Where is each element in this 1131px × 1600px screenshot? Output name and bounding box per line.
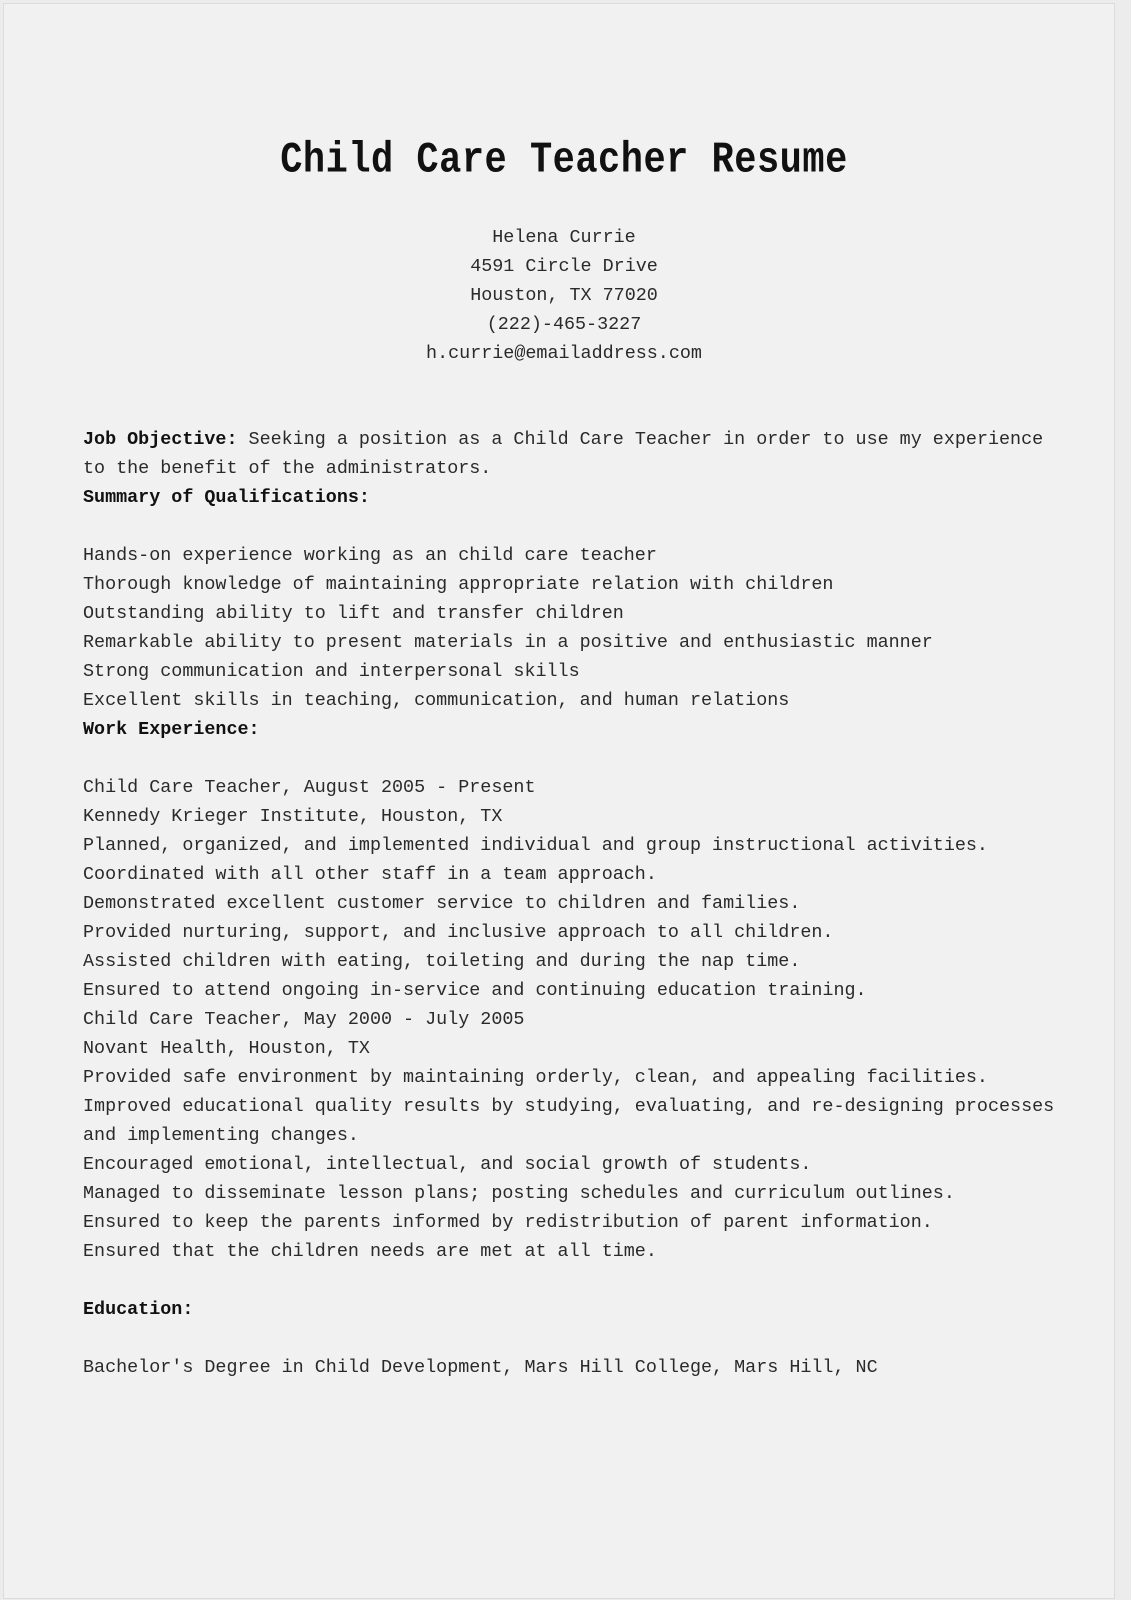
contact-city: Houston, TX 77020 — [470, 285, 658, 306]
qualification-item: Remarkable ability to present materials in a positive and enthusiastic manner — [83, 632, 933, 653]
job-objective-text-cont: to the benefit of the administrators. — [83, 458, 492, 479]
contact-phone: (222)-465-3227 — [486, 314, 642, 335]
summary-list — [83, 541, 1083, 715]
qualification-item: Thorough knowledge of maintaining appropriate relation with children — [83, 574, 834, 595]
qualification-item: Excellent skills in teaching, communication, and human relations — [83, 690, 790, 711]
education-heading: Education: — [83, 1299, 194, 1320]
contact-block — [4, 223, 1124, 368]
work-experience-line: Coordinated with all other staff in a team approach. — [83, 864, 657, 885]
work-experience-line: Ensured to attend ongoing in-service and continuing education training. — [83, 980, 867, 1001]
work-experience-line: Encouraged emotional, intellectual, and social growth of students. — [83, 1154, 812, 1175]
qualification-item: Outstanding ability to lift and transfer children — [83, 603, 624, 624]
job-objective-text: Seeking a position as a Child Care Teacher in order to use my experience — [237, 429, 1044, 450]
work-experience-line: Improved educational quality results by studying, evaluating, and re-designing processes — [83, 1096, 1055, 1117]
resume-page — [3, 3, 1115, 1599]
work-experience-line: Provided nurturing, support, and inclusive approach to all children. — [83, 922, 834, 943]
work-experience-line: Managed to disseminate lesson plans; posting schedules and curriculum outlines. — [83, 1183, 955, 1204]
work-experience-line: Planned, organized, and implemented individual and group instructional activities. — [83, 835, 988, 856]
qualification-item: Hands-on experience working as an child care teacher — [83, 545, 657, 566]
work-experience-line: Novant Health, Houston, TX — [83, 1038, 370, 1059]
work-experience-line: Child Care Teacher, August 2005 - Present — [83, 777, 536, 798]
education-degree: Bachelor's Degree in Child Development, Mars Hill College, Mars Hill, NC — [83, 1357, 878, 1378]
work-heading: Work Experience: — [83, 719, 260, 740]
work-experience-line: Kennedy Krieger Institute, Houston, TX — [83, 806, 503, 827]
resume-body — [83, 425, 1083, 1382]
contact-name: Helena Currie — [492, 227, 636, 248]
contact-email: h.currie@emailaddress.com — [426, 343, 702, 364]
summary-heading: Summary of Qualifications: — [83, 487, 370, 508]
qualification-item: Strong communication and interpersonal skills — [83, 661, 580, 682]
contact-street: 4591 Circle Drive — [470, 256, 658, 277]
work-experience-line: and implementing changes. — [83, 1125, 359, 1146]
work-experience-line: Ensured that the children needs are met at all time. — [83, 1241, 657, 1262]
work-list — [83, 773, 1083, 1266]
work-experience-line: Assisted children with eating, toileting and during the nap time. — [83, 951, 801, 972]
job-objective-label: Job Objective: — [83, 429, 238, 450]
work-experience-line: Demonstrated excellent customer service to children and families. — [83, 893, 801, 914]
work-experience-line: Child Care Teacher, May 2000 - July 2005 — [83, 1009, 525, 1030]
resume-title: Child Care Teacher Resume — [280, 136, 848, 186]
job-objective — [83, 425, 1083, 454]
work-experience-line: Provided safe environment by maintaining orderly, clean, and appealing facilities. — [83, 1067, 988, 1088]
work-experience-line: Ensured to keep the parents informed by redistribution of parent information. — [83, 1212, 933, 1233]
